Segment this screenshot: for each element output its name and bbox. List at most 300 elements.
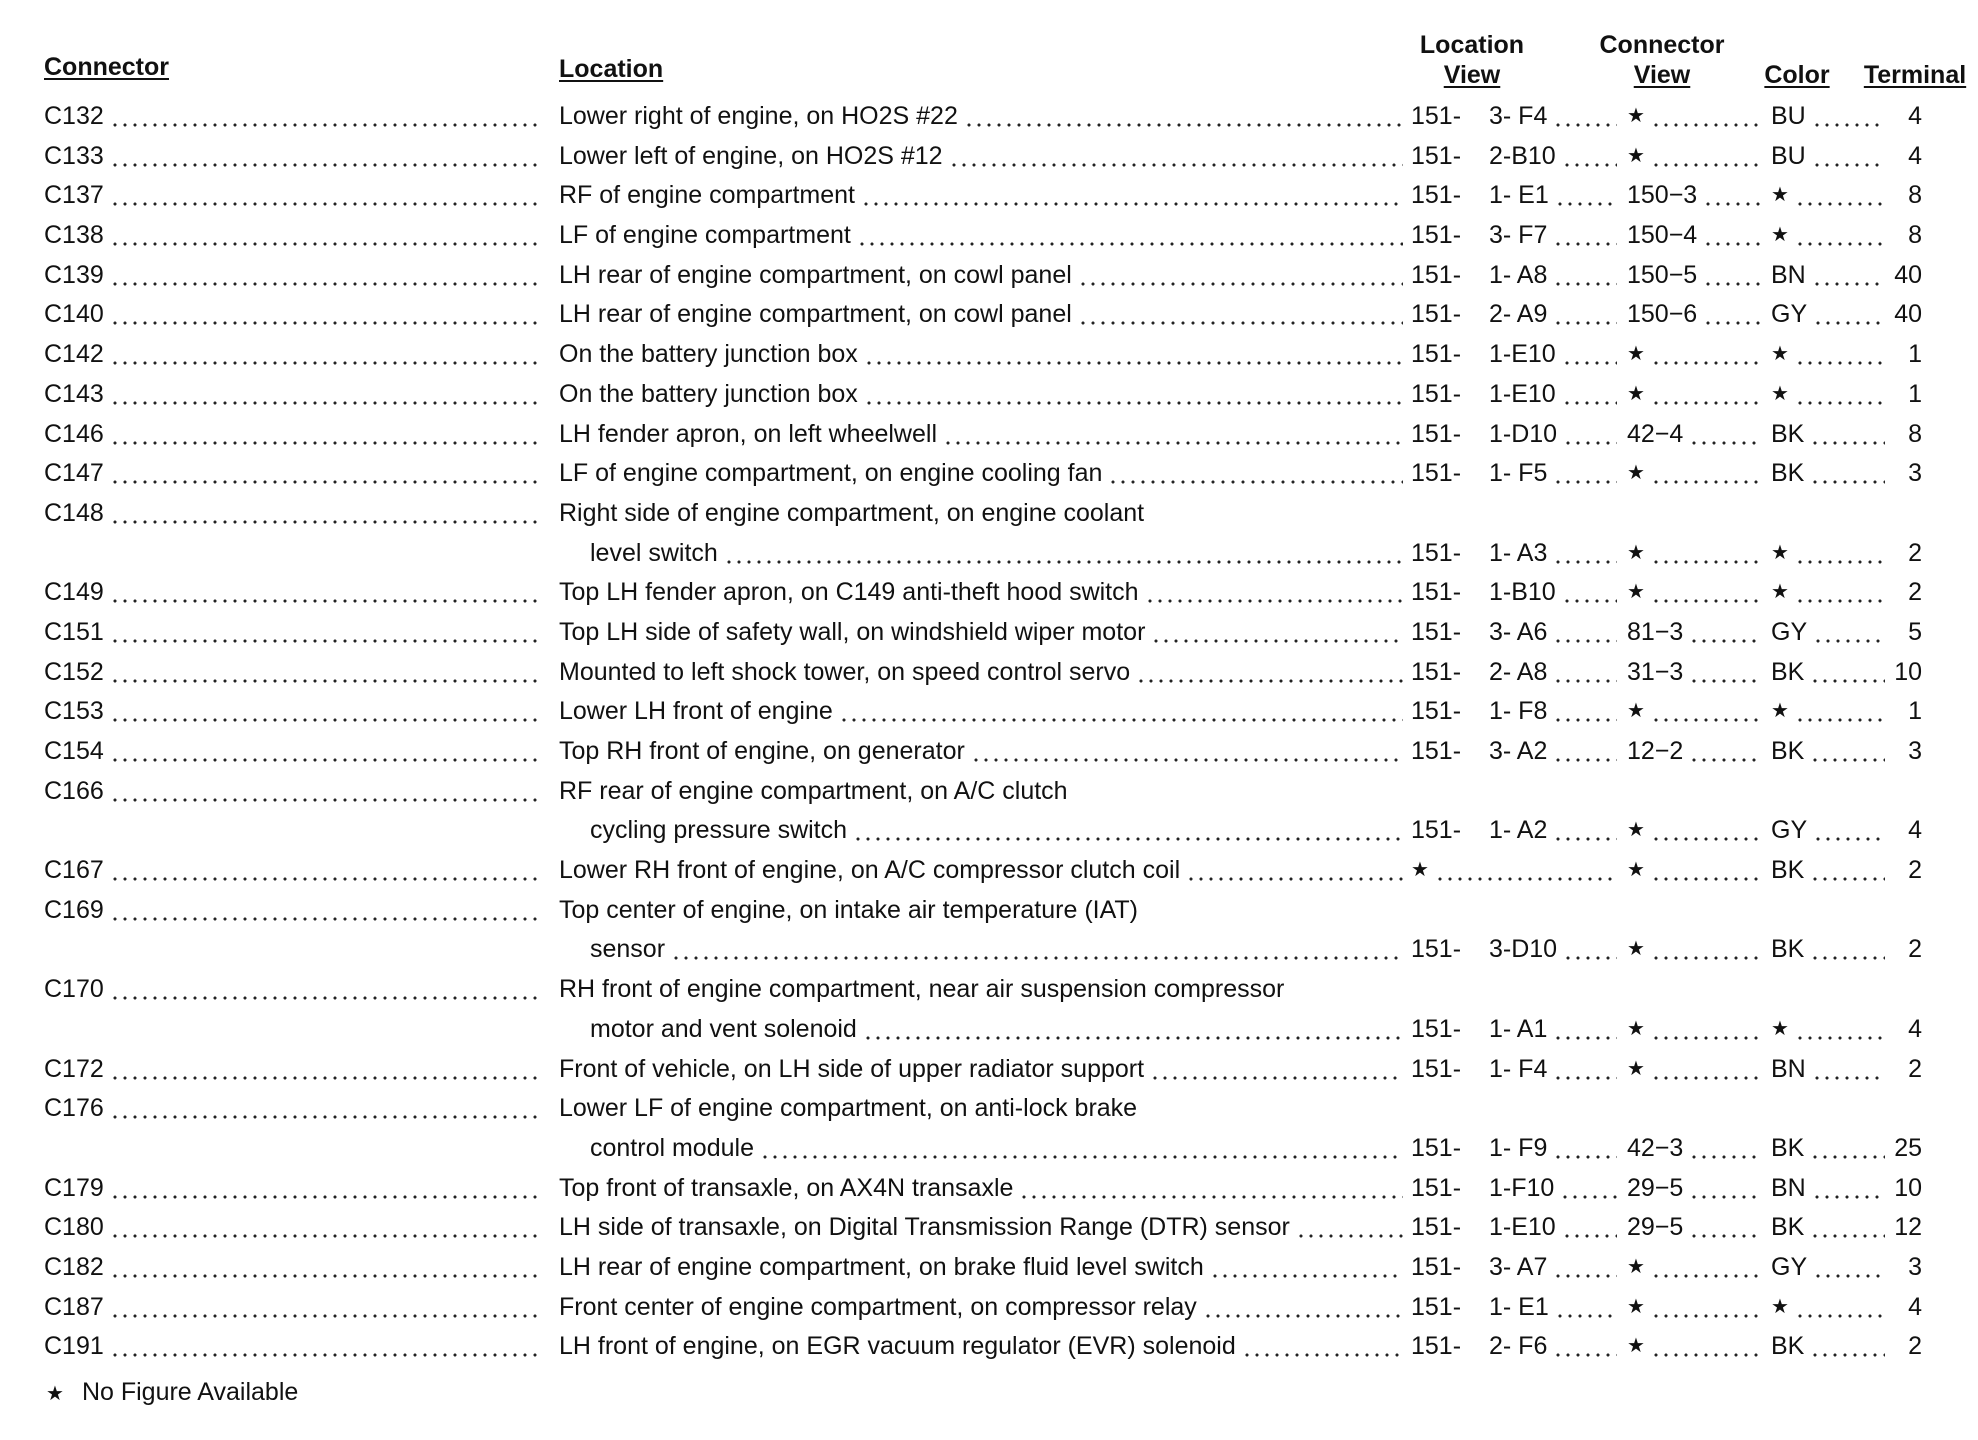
dot-leader	[1810, 732, 1885, 772]
dot-leader	[1553, 613, 1617, 653]
connector-id-text: C176	[44, 1094, 104, 1123]
connector-view-text: ★	[1627, 1255, 1645, 1278]
location-view	[1411, 732, 1623, 772]
connector-id-text: C191	[44, 1332, 104, 1361]
connector-id-text: C182	[44, 1252, 104, 1281]
dot-leader	[1562, 573, 1617, 613]
location-view	[1411, 216, 1623, 256]
connector-id-text: C167	[44, 856, 104, 885]
location-view-page: ★	[1411, 859, 1429, 882]
location-view-page: 151-	[1411, 300, 1462, 329]
dot-leader	[853, 811, 1403, 851]
connector-view	[1627, 1050, 1767, 1090]
wire-color-text: GY	[1771, 1252, 1808, 1281]
location-view-page: 151-	[1411, 1014, 1462, 1043]
connector-view-text: ★	[1627, 938, 1645, 961]
connector-view-text: ★	[1627, 1017, 1645, 1040]
location-text	[559, 295, 1409, 335]
wire-color-text: BK	[1771, 1213, 1805, 1242]
terminal-count	[1880, 375, 1922, 415]
wire-color	[1771, 295, 1891, 335]
location-view-page: 151-	[1411, 1213, 1462, 1242]
table-row	[0, 772, 1978, 851]
table-row	[0, 335, 1978, 375]
location-view-grid: 1- F5	[1489, 459, 1548, 488]
location-view-page: 151-	[1411, 1292, 1462, 1321]
location-view	[1411, 573, 1623, 613]
connector-id	[44, 335, 549, 375]
connector-view	[1627, 1208, 1767, 1248]
location-view-page: 151-	[1411, 459, 1462, 488]
wire-color	[1771, 454, 1891, 494]
connector-id	[44, 573, 549, 613]
table-row	[0, 1169, 1978, 1209]
location-text-text: Lower LH front of engine	[559, 697, 833, 726]
dot-leader	[1689, 1129, 1761, 1169]
connector-id-text: C166	[44, 776, 104, 805]
connector-view-text: ★	[1627, 581, 1645, 604]
terminal-count-text: 12	[1894, 1213, 1922, 1242]
table-row-line	[0, 772, 1978, 812]
wire-color-text: ★	[1771, 581, 1789, 604]
dot-leader	[1651, 811, 1761, 851]
connector-view	[1627, 1327, 1767, 1367]
terminal-count	[1880, 692, 1922, 732]
terminal-count	[1880, 176, 1922, 216]
connector-view-text: 150−3	[1627, 181, 1698, 210]
wire-color-text: GY	[1771, 617, 1808, 646]
dot-leader	[110, 1208, 543, 1248]
dot-leader	[110, 256, 543, 296]
table-row	[0, 970, 1978, 1049]
location-view-grid: 1- A3	[1489, 538, 1548, 567]
location-view	[1411, 1208, 1623, 1248]
connector-view	[1627, 653, 1767, 693]
location-text	[559, 415, 1409, 455]
connector-view-text: ★	[1627, 343, 1645, 366]
connector-view-text: ★	[1627, 859, 1645, 882]
terminal-count	[1880, 653, 1922, 693]
connector-view	[1627, 295, 1767, 335]
terminal-count	[1880, 216, 1922, 256]
location-view-page: 151-	[1411, 1173, 1462, 1202]
table-row	[0, 851, 1978, 891]
dot-leader	[1553, 732, 1617, 772]
terminal-count	[1880, 137, 1922, 177]
terminal-count-text: 3	[1908, 737, 1922, 765]
location-view-grid: 1-E10	[1489, 1213, 1556, 1242]
location-text	[559, 1327, 1409, 1367]
dot-leader	[1242, 1327, 1403, 1367]
table-row	[0, 1327, 1978, 1367]
dot-leader	[1651, 1248, 1761, 1288]
location-text	[559, 1089, 1409, 1129]
wire-color	[1771, 415, 1891, 455]
dot-leader	[1812, 1169, 1885, 1209]
table-row-line	[0, 454, 1978, 494]
dot-leader	[110, 970, 543, 1010]
header-connector-view-line2: View	[1633, 61, 1691, 89]
location-text	[559, 653, 1409, 693]
table-row	[0, 1089, 1978, 1168]
location-text-text: Lower right of engine, on HO2S #22	[559, 102, 958, 130]
wire-color-text: GY	[1771, 300, 1808, 329]
location-text-text: On the battery junction box	[559, 340, 858, 369]
header-terminal-label: Terminal	[1863, 61, 1967, 89]
terminal-count-text: 2	[1908, 1332, 1922, 1361]
location-text-text: Top LH fender apron, on C149 anti-theft hood switch	[559, 578, 1139, 607]
location-view	[1411, 692, 1623, 732]
location-text	[559, 891, 1409, 931]
header-color	[1757, 60, 1837, 90]
location-text-text: Lower left of engine, on HO2S #12	[559, 141, 943, 170]
dot-leader	[1555, 1288, 1617, 1328]
location-text-text: On the battery junction box	[559, 379, 858, 408]
connector-id-text: C149	[44, 578, 104, 607]
location-text-text: LH front of engine, on EGR vacuum regulator (EVR) solenoid	[559, 1332, 1236, 1361]
dot-leader	[1689, 415, 1761, 455]
location-view-grid: 1- A2	[1489, 816, 1548, 845]
dot-leader	[110, 772, 543, 812]
table-row-line	[0, 176, 1978, 216]
location-view	[1411, 851, 1623, 891]
header-connector-view-line1: Connector	[1599, 31, 1725, 59]
location-view-page: 151-	[1411, 538, 1462, 567]
connector-id-text: C179	[44, 1173, 104, 1202]
dot-leader	[1810, 1208, 1885, 1248]
location-text	[559, 454, 1409, 494]
dot-leader	[671, 930, 1403, 970]
connector-view	[1627, 573, 1767, 613]
table-row-line	[0, 534, 1978, 574]
table-row-line	[0, 494, 1978, 534]
dot-leader	[1563, 930, 1617, 970]
location-view	[1411, 1010, 1623, 1050]
wire-color-text: BK	[1771, 1133, 1805, 1162]
connector-id	[44, 1327, 549, 1367]
dot-leader	[1553, 216, 1617, 256]
wire-color-text: GY	[1771, 816, 1808, 845]
location-view-grid: 1- F8	[1489, 697, 1548, 726]
dot-leader	[1186, 851, 1403, 891]
connector-view	[1627, 375, 1767, 415]
dot-leader	[861, 176, 1403, 216]
location-view-grid: 1- A1	[1489, 1014, 1548, 1043]
wire-color-text: BK	[1771, 459, 1805, 488]
terminal-count	[1880, 335, 1922, 375]
dot-leader	[1560, 1169, 1617, 1209]
connector-view-text: 42−4	[1627, 419, 1684, 448]
wire-color-text: BU	[1771, 141, 1806, 170]
table-row	[0, 216, 1978, 256]
connector-id	[44, 1248, 549, 1288]
dot-leader	[760, 1129, 1403, 1169]
dot-leader	[110, 295, 543, 335]
location-text-text: LH rear of engine compartment, on cowl panel	[559, 300, 1072, 329]
wire-color-text: BK	[1771, 737, 1805, 765]
location-text	[559, 1288, 1409, 1328]
connector-id	[44, 1169, 549, 1209]
wire-color-text: ★	[1771, 541, 1789, 564]
location-view	[1411, 1248, 1623, 1288]
terminal-count	[1880, 613, 1922, 653]
connector-view	[1627, 1288, 1767, 1328]
wire-color	[1771, 375, 1891, 415]
dot-leader	[110, 1050, 543, 1090]
dot-leader	[1651, 930, 1761, 970]
terminal-count	[1880, 1327, 1922, 1367]
dot-leader	[1562, 1208, 1617, 1248]
dot-leader	[864, 375, 1403, 415]
location-view-grid: 3- A2	[1489, 737, 1548, 765]
dot-leader	[1810, 415, 1885, 455]
dot-leader	[1553, 1248, 1617, 1288]
location-text-text: cycling pressure switch	[590, 816, 848, 845]
dot-leader	[1553, 1050, 1617, 1090]
location-text-text: LF of engine compartment, on engine cooling fan	[559, 459, 1103, 488]
connector-view-text: ★	[1627, 1335, 1645, 1358]
wire-color-text: BK	[1771, 1332, 1805, 1361]
location-view	[1411, 335, 1623, 375]
location-text	[590, 1010, 1409, 1050]
location-text	[559, 970, 1409, 1010]
location-view-page: 151-	[1411, 221, 1462, 250]
location-text	[559, 176, 1409, 216]
dot-leader	[1812, 256, 1885, 296]
terminal-count	[1880, 1129, 1922, 1169]
dot-leader	[1703, 295, 1761, 335]
table-row-line	[0, 692, 1978, 732]
location-view-grid: 1- E1	[1489, 1292, 1549, 1321]
table-row-line	[0, 1129, 1978, 1169]
header-terminal	[1855, 60, 1975, 90]
header-location-label: Location	[559, 55, 664, 83]
location-text	[559, 97, 1409, 137]
connector-id	[44, 891, 549, 931]
connector-id	[44, 137, 549, 177]
connector-id-text: C146	[44, 419, 104, 448]
terminal-count-text: 40	[1894, 260, 1922, 289]
wire-color	[1771, 1169, 1891, 1209]
table-row-line	[0, 256, 1978, 296]
table-row-line	[0, 573, 1978, 613]
location-text	[559, 256, 1409, 296]
location-text	[559, 1208, 1409, 1248]
location-view	[1411, 1050, 1623, 1090]
connector-view-text: 150−6	[1627, 300, 1698, 329]
connector-id-text: C187	[44, 1292, 104, 1321]
connector-id-text: C147	[44, 459, 104, 488]
dot-leader	[1562, 335, 1617, 375]
table-row-line	[0, 97, 1978, 137]
wire-color	[1771, 1327, 1891, 1367]
terminal-count	[1880, 1050, 1922, 1090]
dot-leader	[1795, 375, 1885, 415]
location-view-page: 151-	[1411, 1332, 1462, 1361]
table-row	[0, 653, 1978, 693]
wire-color-text: ★	[1771, 700, 1789, 723]
connector-id	[44, 613, 549, 653]
terminal-count	[1880, 811, 1922, 851]
wire-color	[1771, 573, 1891, 613]
location-view-grid: 1-B10	[1489, 578, 1556, 607]
terminal-count-text: 2	[1908, 1054, 1922, 1083]
connector-id-text: C139	[44, 260, 104, 289]
dot-leader	[1145, 573, 1403, 613]
dot-leader	[1812, 97, 1885, 137]
connector-id-text: C148	[44, 498, 104, 527]
table-row-line	[0, 732, 1978, 772]
location-view	[1411, 613, 1623, 653]
location-view-page: 151-	[1411, 935, 1462, 964]
location-text	[590, 1129, 1409, 1169]
dot-leader	[864, 335, 1403, 375]
dot-leader	[1151, 613, 1403, 653]
wire-color	[1771, 811, 1891, 851]
wire-color	[1771, 1208, 1891, 1248]
wire-color-text: BU	[1771, 102, 1806, 130]
location-view-grid: 1-F10	[1489, 1173, 1555, 1202]
location-view-grid: 1- F4	[1489, 1054, 1548, 1083]
dot-leader	[110, 494, 543, 534]
footnote	[46, 1374, 298, 1412]
connector-id	[44, 970, 549, 1010]
connector-view	[1627, 1248, 1767, 1288]
dot-leader	[1651, 1050, 1761, 1090]
location-text-text: control module	[590, 1133, 754, 1162]
dot-leader	[1078, 256, 1403, 296]
wire-color-text: ★	[1771, 184, 1789, 207]
terminal-count-text: 4	[1908, 1292, 1922, 1321]
table-row	[0, 1050, 1978, 1090]
wire-color-text: BK	[1771, 935, 1805, 964]
table-row-line	[0, 1169, 1978, 1209]
dot-leader	[1810, 1327, 1885, 1367]
location-text-text: RF rear of engine compartment, on A/C clutch	[559, 776, 1068, 805]
dot-leader	[1812, 137, 1885, 177]
table-row	[0, 1288, 1978, 1328]
wire-color-text: BK	[1771, 657, 1805, 686]
connector-view-text: ★	[1627, 144, 1645, 167]
table-row-line	[0, 415, 1978, 455]
dot-leader	[1795, 216, 1885, 256]
location-text-text: LH fender apron, on left wheelwell	[559, 419, 938, 448]
header-connector	[44, 52, 169, 82]
connector-view-text: 31−3	[1627, 657, 1684, 686]
terminal-count-text: 2	[1908, 935, 1922, 964]
connector-view	[1627, 97, 1767, 137]
location-text-text: level switch	[590, 538, 718, 567]
location-view	[1411, 415, 1623, 455]
dot-leader	[110, 1169, 543, 1209]
dot-leader	[1795, 176, 1885, 216]
location-view	[1411, 256, 1623, 296]
wire-color-text: ★	[1771, 382, 1789, 405]
location-text-text: Lower LF of engine compartment, on anti-lock brake	[559, 1094, 1138, 1123]
wire-color-text: ★	[1771, 1295, 1789, 1318]
terminal-count	[1880, 97, 1922, 137]
table-row	[0, 137, 1978, 177]
dot-leader	[1651, 534, 1761, 574]
location-text-text: RF of engine compartment	[559, 181, 855, 210]
dot-leader	[1651, 137, 1761, 177]
table-row-line	[0, 1208, 1978, 1248]
location-view	[1411, 1327, 1623, 1367]
wire-color-text: BN	[1771, 260, 1806, 289]
location-view-grid: 1- F9	[1489, 1133, 1548, 1162]
connector-id-text: C143	[44, 379, 104, 408]
table-row-line	[0, 1010, 1978, 1050]
location-view-grid: 1-E10	[1489, 340, 1556, 369]
connector-id	[44, 1208, 549, 1248]
header-location	[559, 54, 663, 84]
connector-id-text: C138	[44, 221, 104, 250]
connector-view	[1627, 176, 1767, 216]
dot-leader	[1795, 335, 1885, 375]
dot-leader	[110, 653, 543, 693]
terminal-count	[1880, 732, 1922, 772]
wire-color	[1771, 216, 1891, 256]
terminal-count	[1880, 295, 1922, 335]
location-view	[1411, 534, 1623, 574]
dot-leader	[1553, 811, 1617, 851]
connector-id	[44, 1288, 549, 1328]
location-text-text: RH front of engine compartment, near air suspension compressor	[559, 975, 1285, 1004]
terminal-count	[1880, 1010, 1922, 1050]
location-text	[559, 851, 1409, 891]
connector-id	[44, 1050, 549, 1090]
table-row-line	[0, 1089, 1978, 1129]
terminal-count	[1880, 930, 1922, 970]
dot-leader	[1553, 1129, 1617, 1169]
terminal-count	[1880, 256, 1922, 296]
dot-leader	[1555, 176, 1617, 216]
dot-leader	[1813, 1248, 1885, 1288]
terminal-count-text: 40	[1894, 300, 1922, 329]
dot-leader	[1108, 454, 1403, 494]
connector-view-text: ★	[1627, 382, 1645, 405]
connector-view	[1627, 454, 1767, 494]
dot-leader	[949, 137, 1403, 177]
wire-color	[1771, 1129, 1891, 1169]
header-connector-view	[1592, 30, 1732, 90]
connector-id	[44, 97, 549, 137]
dot-leader	[1562, 137, 1617, 177]
wire-color	[1771, 1050, 1891, 1090]
table-row-line	[0, 851, 1978, 891]
header-location-view	[1412, 30, 1532, 90]
table-row	[0, 295, 1978, 335]
location-view	[1411, 97, 1623, 137]
location-view	[1411, 1169, 1623, 1209]
connector-id-text: C133	[44, 141, 104, 170]
table-row	[0, 692, 1978, 732]
location-text	[590, 930, 1409, 970]
location-view-page: 151-	[1411, 141, 1462, 170]
connector-view-text: ★	[1627, 105, 1645, 127]
terminal-count-text: 2	[1908, 578, 1922, 607]
wire-color-text: ★	[1771, 343, 1789, 366]
connector-view-text: 42−3	[1627, 1133, 1684, 1162]
connector-view-text: 29−5	[1627, 1213, 1684, 1242]
connector-view	[1627, 1129, 1767, 1169]
location-view-grid: 1-E10	[1489, 379, 1556, 408]
location-view-page: 151-	[1411, 379, 1462, 408]
terminal-count	[1880, 534, 1922, 574]
dot-leader	[839, 692, 1403, 732]
connector-id-text: C170	[44, 975, 104, 1004]
dot-leader	[1703, 176, 1761, 216]
